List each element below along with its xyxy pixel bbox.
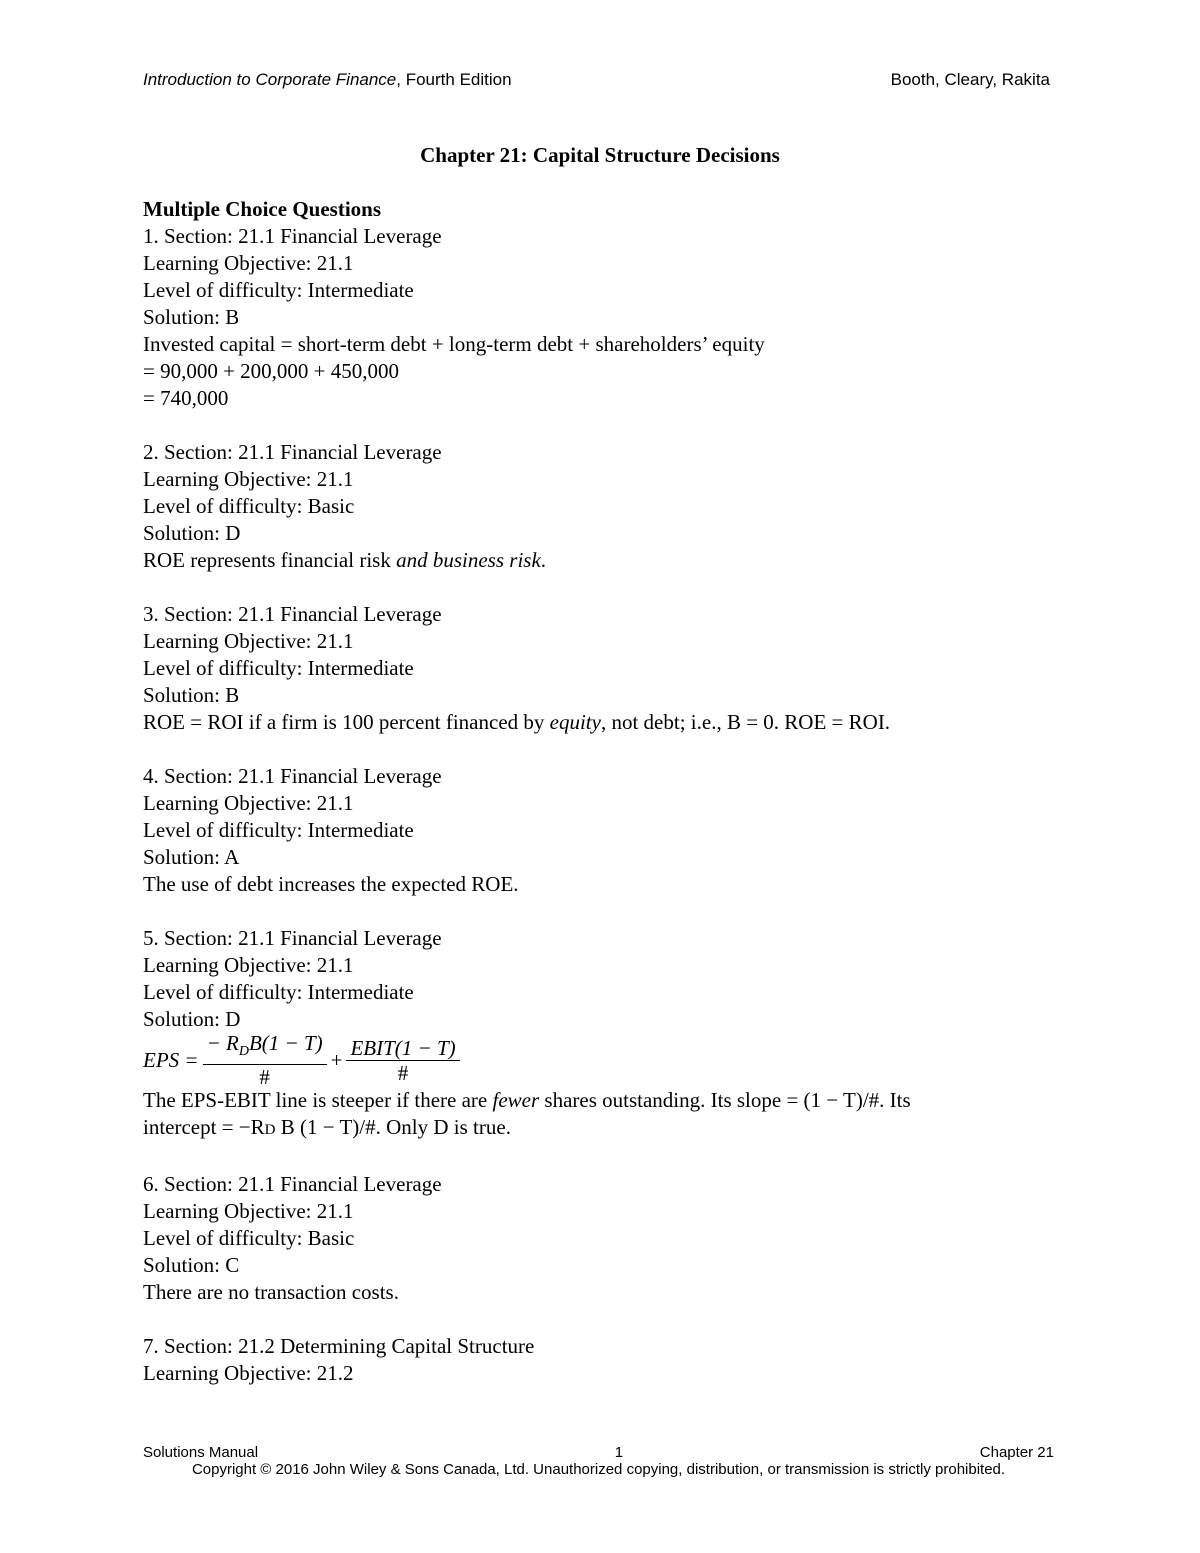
q3-section: 3. Section: 21.1 Financial Leverage: [143, 602, 442, 626]
q3-objective: Learning Objective: 21.1: [143, 629, 354, 653]
q5-explanation-2: intercept = −RD B (1 − T)/#. Only D is true.: [143, 1115, 511, 1139]
question-7: [143, 1333, 1063, 1387]
chapter-title: Chapter 21: Capital Structure Decisions: [420, 143, 780, 167]
q5-solution: Solution: D: [143, 1007, 241, 1031]
question-6: [143, 1171, 1063, 1306]
formula-numerator-2: EBIT(1 − T): [346, 1036, 459, 1061]
q3-difficulty: Level of difficulty: Intermediate: [143, 656, 414, 680]
q2-difficulty: Level of difficulty: Basic: [143, 494, 355, 518]
document-body: [143, 196, 1063, 1387]
q1-line-3: = 740,000: [143, 386, 229, 410]
page-number: 1: [614, 1444, 624, 1461]
question-2: [143, 439, 1063, 574]
q4-section: 4. Section: 21.1 Financial Leverage: [143, 764, 442, 788]
footer-right: Chapter 21: [979, 1444, 1054, 1461]
q1-solution: Solution: B: [143, 305, 240, 329]
q7-section: 7. Section: 21.2 Determining Capital Structure: [143, 1334, 535, 1358]
q3-solution: Solution: B: [143, 683, 240, 707]
footer-left: Solutions Manual: [143, 1444, 259, 1461]
q1-section: 1. Section: 21.1 Financial Leverage: [143, 224, 442, 248]
page-footer: [143, 1444, 1054, 1478]
copyright-notice: Copyright © 2016 John Wiley & Sons Canada, Ltd. Unauthorized copying, distribution, or transmission is strictly prohibited.: [191, 1461, 1006, 1478]
q1-line-1: Invested capital = short-term debt + long-term debt + shareholders’ equity: [143, 332, 765, 356]
q6-explanation: There are no transaction costs.: [143, 1280, 399, 1304]
q2-explanation: ROE represents financial risk and business risk.: [143, 548, 547, 572]
header-authors: Booth, Cleary, Rakita: [890, 70, 1050, 89]
q4-difficulty: Level of difficulty: Intermediate: [143, 818, 414, 842]
q5-difficulty: Level of difficulty: Intermediate: [143, 980, 414, 1004]
formula-denominator-1: #: [259, 1065, 270, 1090]
formula-lhs: EPS =: [143, 1047, 199, 1072]
q1-line-2: = 90,000 + 200,000 + 450,000: [143, 359, 400, 383]
q2-solution: Solution: D: [143, 521, 241, 545]
book-title: Introduction to Corporate Finance: [143, 70, 397, 89]
eps-formula: [143, 1030, 1063, 1090]
q1-difficulty: Level of difficulty: Intermediate: [143, 278, 414, 302]
q5-objective: Learning Objective: 21.1: [143, 953, 354, 977]
q6-section: 6. Section: 21.1 Financial Leverage: [143, 1172, 442, 1196]
q5-explanation-1: The EPS-EBIT line is steeper if there are fewer shares outstanding. Its slope = (1 − T)/#. Its: [143, 1088, 911, 1112]
q6-objective: Learning Objective: 21.1: [143, 1199, 354, 1223]
formula-plus: +: [330, 1047, 343, 1072]
q4-explanation: The use of debt increases the expected ROE.: [143, 872, 519, 896]
header-book: [143, 70, 512, 90]
formula-fraction-2: [346, 1036, 459, 1085]
q5-section: 5. Section: 21.1 Financial Leverage: [143, 926, 442, 950]
question-3: [143, 601, 1063, 736]
section-heading: Multiple Choice Questions: [143, 197, 382, 221]
q2-objective: Learning Objective: 21.1: [143, 467, 354, 491]
question-1: [143, 223, 1063, 412]
q4-objective: Learning Objective: 21.1: [143, 791, 354, 815]
q6-difficulty: Level of difficulty: Basic: [143, 1226, 355, 1250]
q4-solution: Solution: A: [143, 845, 240, 869]
formula-fraction-1: [203, 1031, 327, 1089]
page-header: [143, 70, 1050, 90]
q2-section: 2. Section: 21.1 Financial Leverage: [143, 440, 442, 464]
q1-objective: Learning Objective: 21.1: [143, 251, 354, 275]
book-edition: , Fourth Edition: [396, 70, 512, 89]
q3-explanation: ROE = ROI if a firm is 100 percent financed by equity, not debt; i.e., B = 0. ROE = ROI.: [143, 710, 891, 734]
formula-numerator-1: − $R_DB(1 - T)$: [203, 1031, 327, 1065]
q7-objective: Learning Objective: 21.2: [143, 1361, 354, 1385]
question-4: [143, 763, 1063, 898]
question-5: [143, 925, 1063, 1144]
formula-denominator-2: #: [397, 1060, 409, 1085]
q6-solution: Solution: C: [143, 1253, 240, 1277]
